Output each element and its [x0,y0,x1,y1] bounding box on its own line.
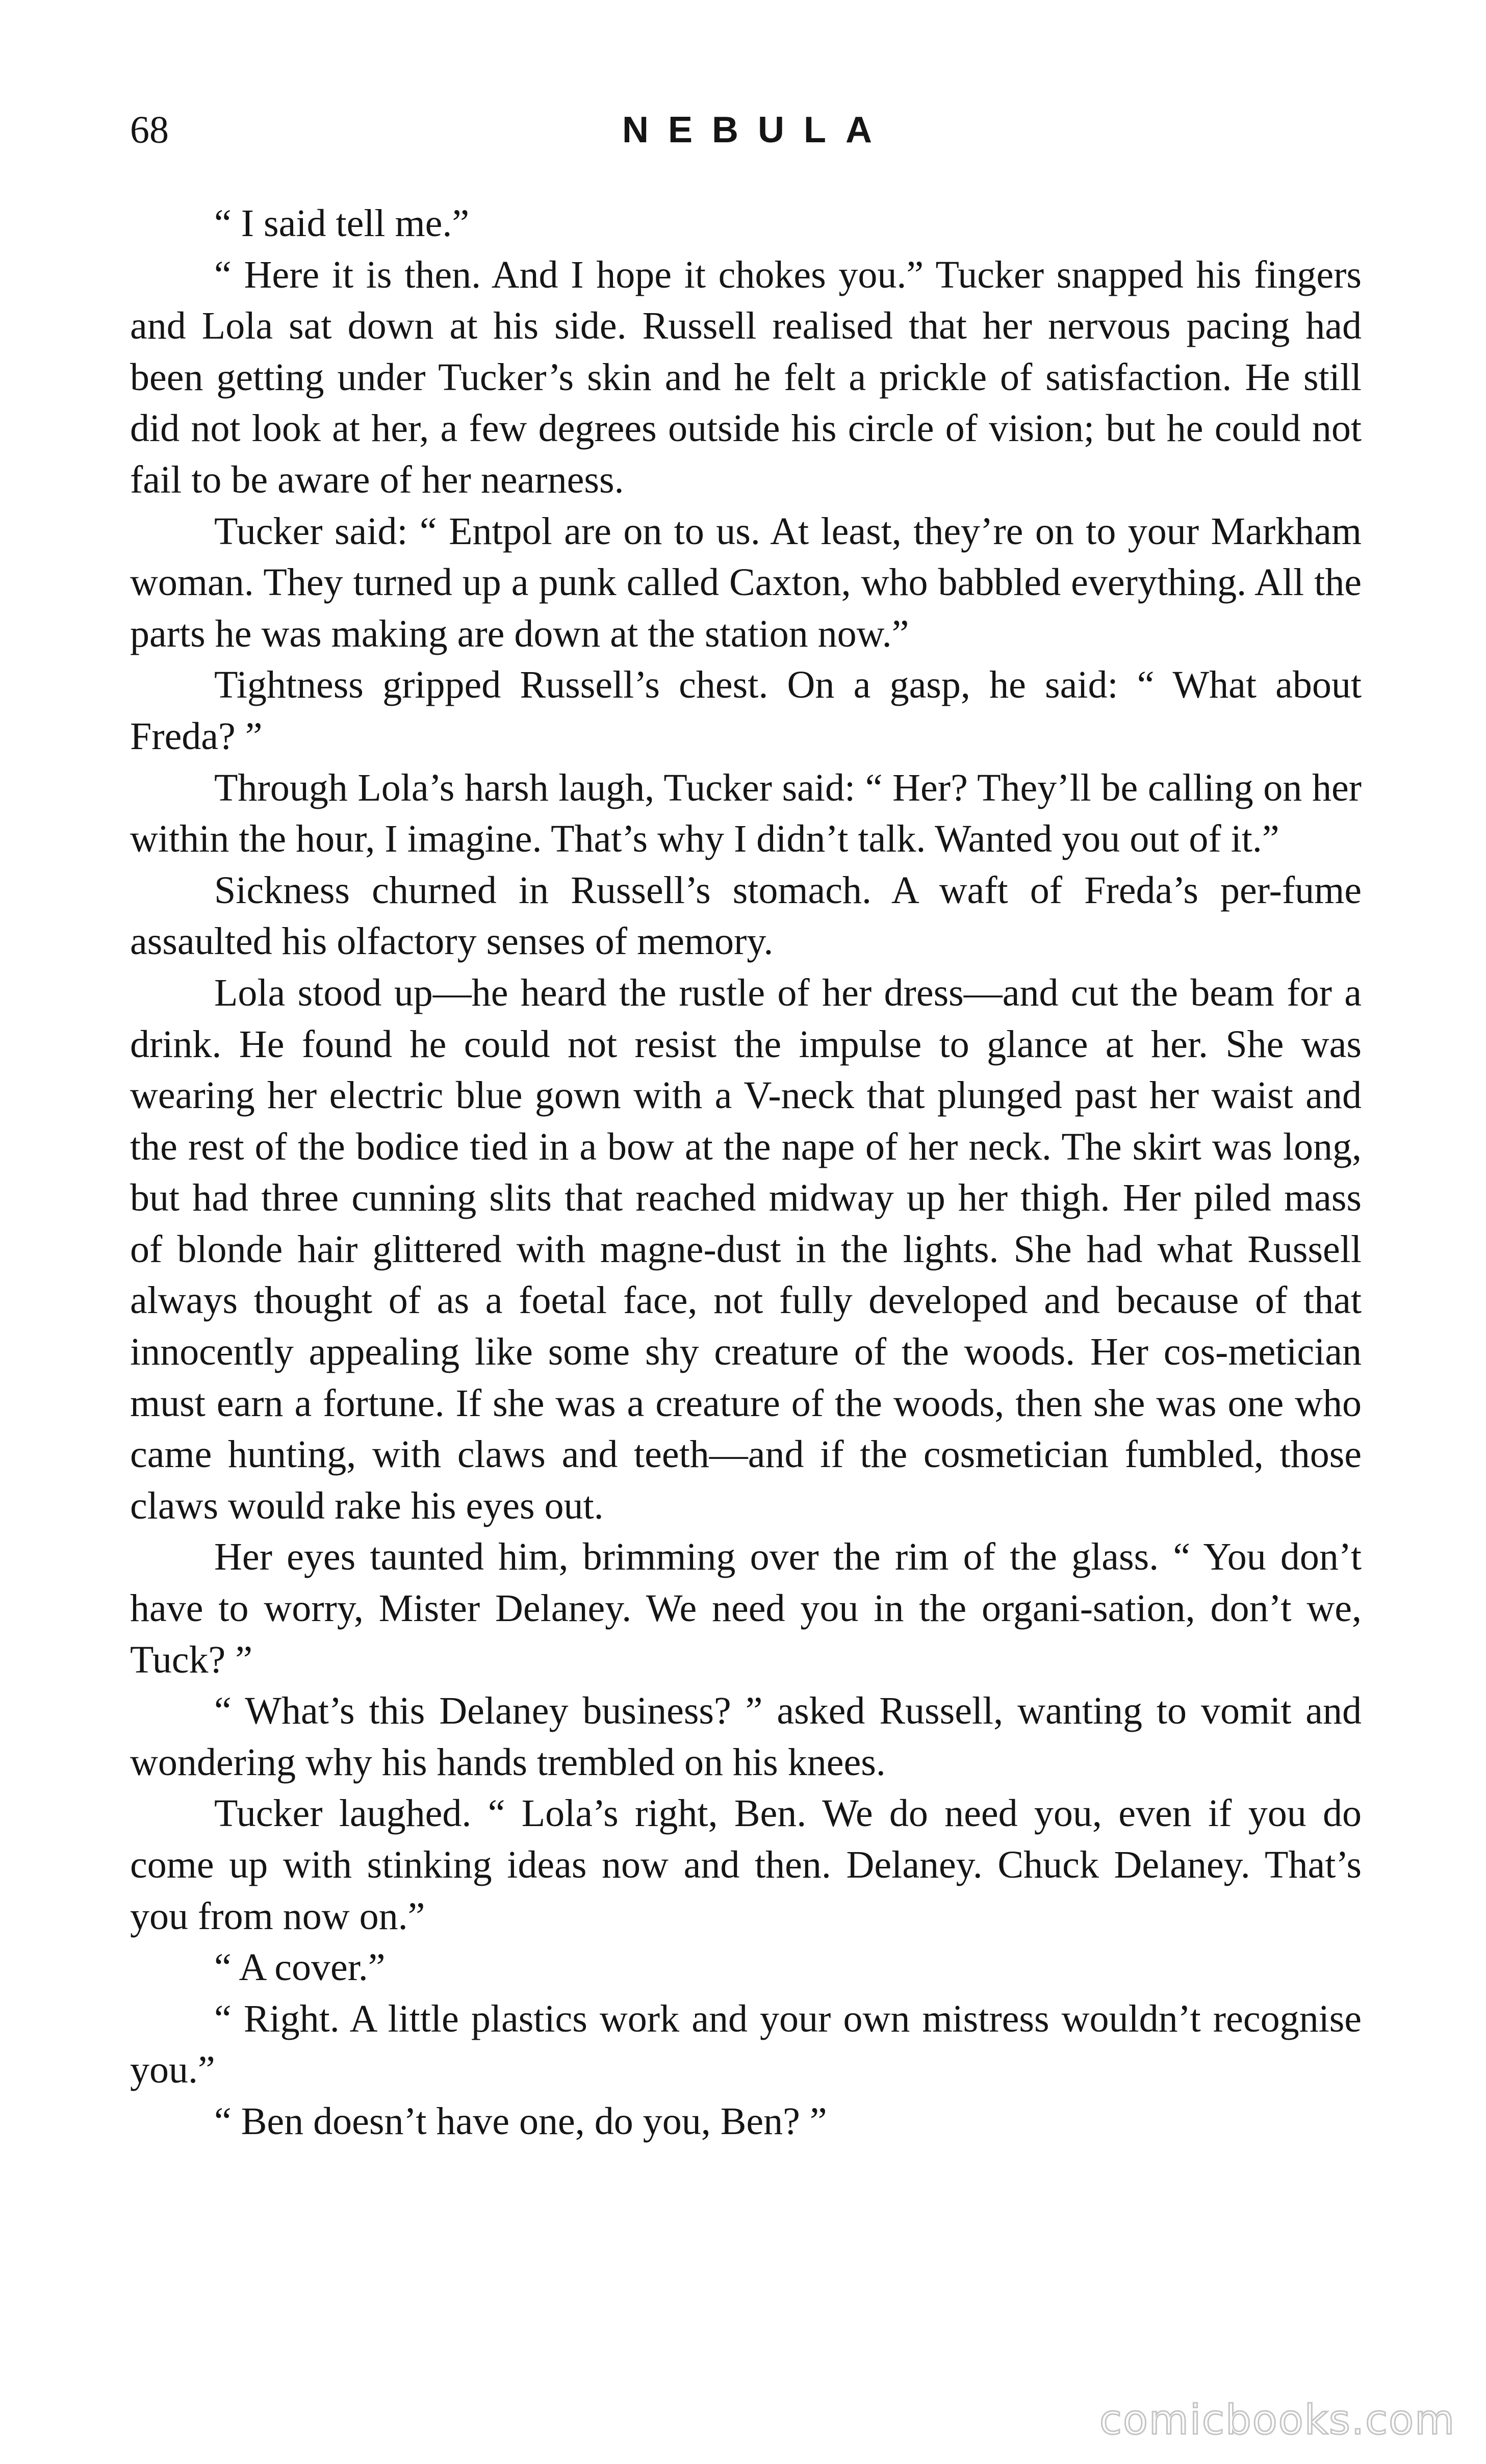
paragraph: Through Lola’s harsh laugh, Tucker said: “ Her? They’ll be calling on her within the hour, I imagine. That’s why I didn’t talk. Wanted you out of it.” [130,766,1362,861]
paragraph: Tucker laughed. “ Lola’s right, Ben. We do need you, even if you do come up with stinking ideas now and then. Delaney. Chuck Delaney. That’s you from now on.” [130,1792,1362,1938]
paragraph: “ I said tell me.” [214,202,470,245]
paragraph: Sickness churned in Russell’s stomach. A waft of Freda’s per-fume assaulted his olfactory senses of memory. [130,868,1362,963]
paragraph: Tightness gripped Russell’s chest. On a gasp, he said: “ What about Freda? ” [130,663,1362,758]
body-text [130,198,1362,2147]
running-title: NEBULA [622,110,891,150]
page-header [130,102,1364,158]
paragraph: Her eyes taunted him, brimming over the rim of the glass. “ You don’t have to worry, Mister Delaney. We need you in the organi-sation, don’t we, Tuck? ” [130,1535,1362,1681]
paragraph: “ Ben doesn’t have one, do you, Ben? ” [214,2099,827,2143]
page-number: 68 [130,109,169,151]
paragraph: Lola stood up—he heard the rustle of her dress—and cut the beam for a drink. He found he could not resist the impulse to glance at her. She was wearing her electric blue gown with a V-neck that plunged past her waist and the rest of the bodice tied in a bow at the nape of her neck. The skirt was long, but had three cunning slits that reached midway up her thigh. Her piled mass of blonde hair glittered with magne-dust in the lights. She had what Russell always thought of as a foetal face, not fully developed and because of that innocently appealing like some shy creature of the woods. Her cos-metician must earn a fortune. If she was a creature of the woods, then she was one who came hunting, with claws and teeth—and if the cosmetician fumbled, those claws would rake his eyes out. [130,971,1362,1527]
paragraph: Tucker said: “ Entpol are on to us. At least, they’re on to your Markham woman. They turned up a punk called Caxton, who babbled everything. All the parts he was making are down at the station now.” [130,509,1362,655]
paragraph: “ What’s this Delaney business? ” asked Russell, wanting to vomit and wondering why his hands trembled on his knees. [130,1689,1362,1784]
paragraph: “ A cover.” [214,1946,386,1989]
paragraph: “ Here it is then. And I hope it chokes you.” Tucker snapped his fingers and Lola sat down at his side. Russell realised that her nervous pacing had been getting under Tucker’s skin and he felt a prickle of satisfaction. He still did not look at her, a few degrees outside his circle of vision; but he could not fail to be aware of her nearness. [130,253,1362,501]
paragraph: “ Right. A little plastics work and your own mistress wouldn’t recognise you.” [130,1997,1362,2092]
watermark: comicbooks.com [1099,2396,1455,2444]
